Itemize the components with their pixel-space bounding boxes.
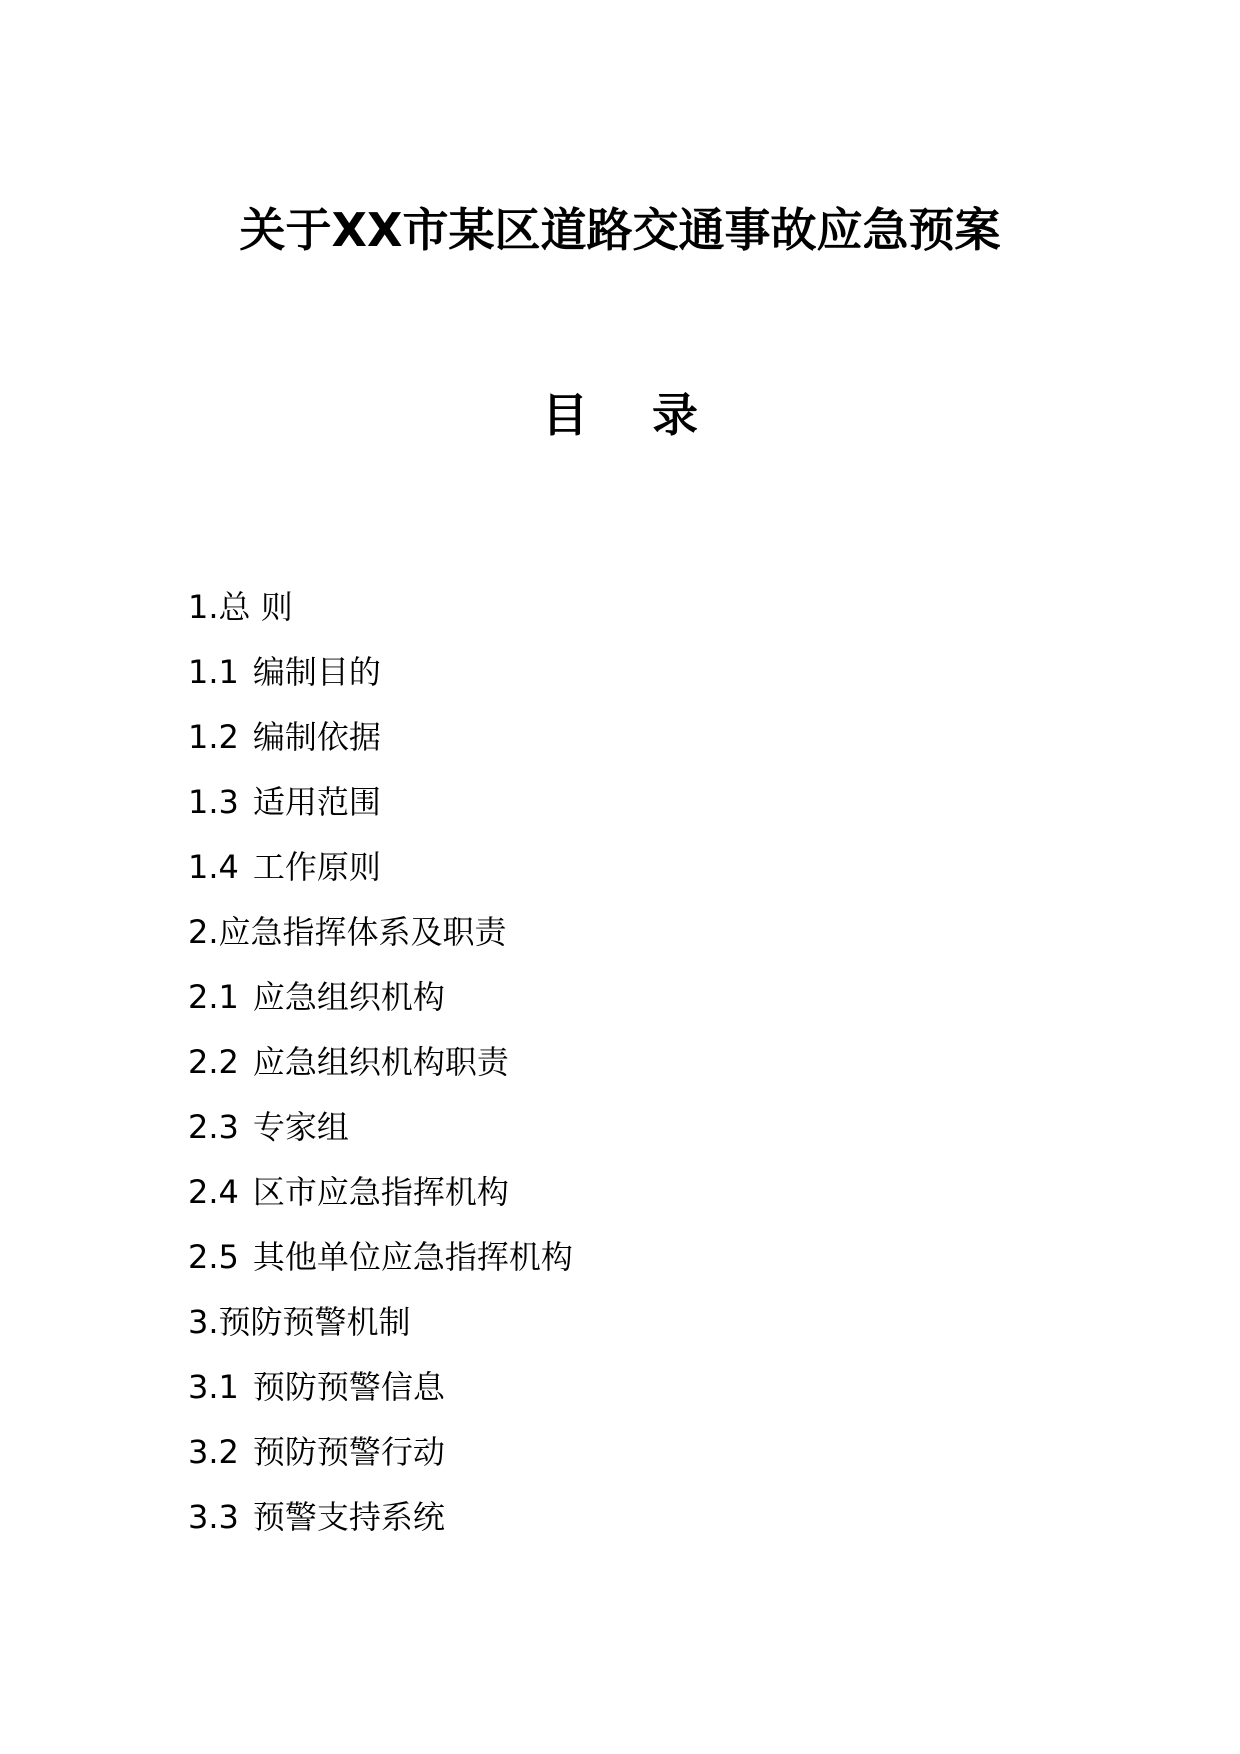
toc-item-label: 预防预警行动 <box>252 1433 445 1471</box>
toc-item[interactable] <box>188 1225 573 1290</box>
toc-item[interactable] <box>188 705 573 770</box>
toc-item-number: 3.2 <box>188 1433 239 1471</box>
toc-item[interactable] <box>188 1290 573 1355</box>
toc-item-number: 2.3 <box>188 1108 239 1146</box>
document-title: 关于XX市某区道路交通事故应急预案 <box>239 203 1001 257</box>
toc-item-label: 工作原则 <box>252 848 381 886</box>
toc-item[interactable] <box>188 965 573 1030</box>
toc-item-label: 预防预警信息 <box>252 1368 445 1406</box>
toc-item-number: 3.3 <box>188 1498 239 1536</box>
table-of-contents <box>188 575 573 1550</box>
toc-item[interactable] <box>188 835 573 900</box>
toc-item-label: 预防预警机制 <box>218 1303 411 1341</box>
toc-item-label: 适用范围 <box>252 783 381 821</box>
toc-item-number: 1.2 <box>188 718 239 756</box>
toc-item[interactable] <box>188 1420 573 1485</box>
toc-item[interactable] <box>188 1355 573 1420</box>
toc-item-label: 编制目的 <box>252 653 381 691</box>
toc-item-label: 区市应急指挥机构 <box>252 1173 509 1211</box>
toc-item-number: 1.1 <box>188 653 239 691</box>
toc-item-number: 2.4 <box>188 1173 239 1211</box>
toc-item[interactable] <box>188 640 573 705</box>
toc-item-label: 应急组织机构 <box>252 978 445 1016</box>
toc-item-number: 3. <box>188 1303 219 1341</box>
toc-item[interactable] <box>188 770 573 835</box>
toc-item-number: 2.5 <box>188 1238 239 1276</box>
toc-item[interactable] <box>188 575 573 640</box>
toc-item-label: 应急组织机构职责 <box>252 1043 509 1081</box>
toc-item-number: 3.1 <box>188 1368 239 1406</box>
toc-item-label: 其他单位应急指挥机构 <box>252 1238 573 1276</box>
toc-item[interactable] <box>188 900 573 965</box>
toc-heading: 目 录 <box>541 388 722 442</box>
toc-item[interactable] <box>188 1030 573 1095</box>
toc-item[interactable] <box>188 1485 573 1550</box>
toc-item-label: 应急指挥体系及职责 <box>218 913 507 951</box>
toc-item-number: 1.3 <box>188 783 239 821</box>
toc-item-number: 1. <box>188 588 219 626</box>
toc-item[interactable] <box>188 1095 573 1160</box>
toc-item-number: 2. <box>188 913 219 951</box>
toc-item-number: 2.1 <box>188 978 239 1016</box>
toc-item-label: 编制依据 <box>252 718 381 756</box>
toc-item-number: 1.4 <box>188 848 239 886</box>
toc-item-label: 预警支持系统 <box>252 1498 445 1536</box>
toc-item-label: 总 则 <box>218 588 293 626</box>
toc-item-number: 2.2 <box>188 1043 239 1081</box>
toc-item[interactable] <box>188 1160 573 1225</box>
toc-item-label: 专家组 <box>252 1108 349 1146</box>
